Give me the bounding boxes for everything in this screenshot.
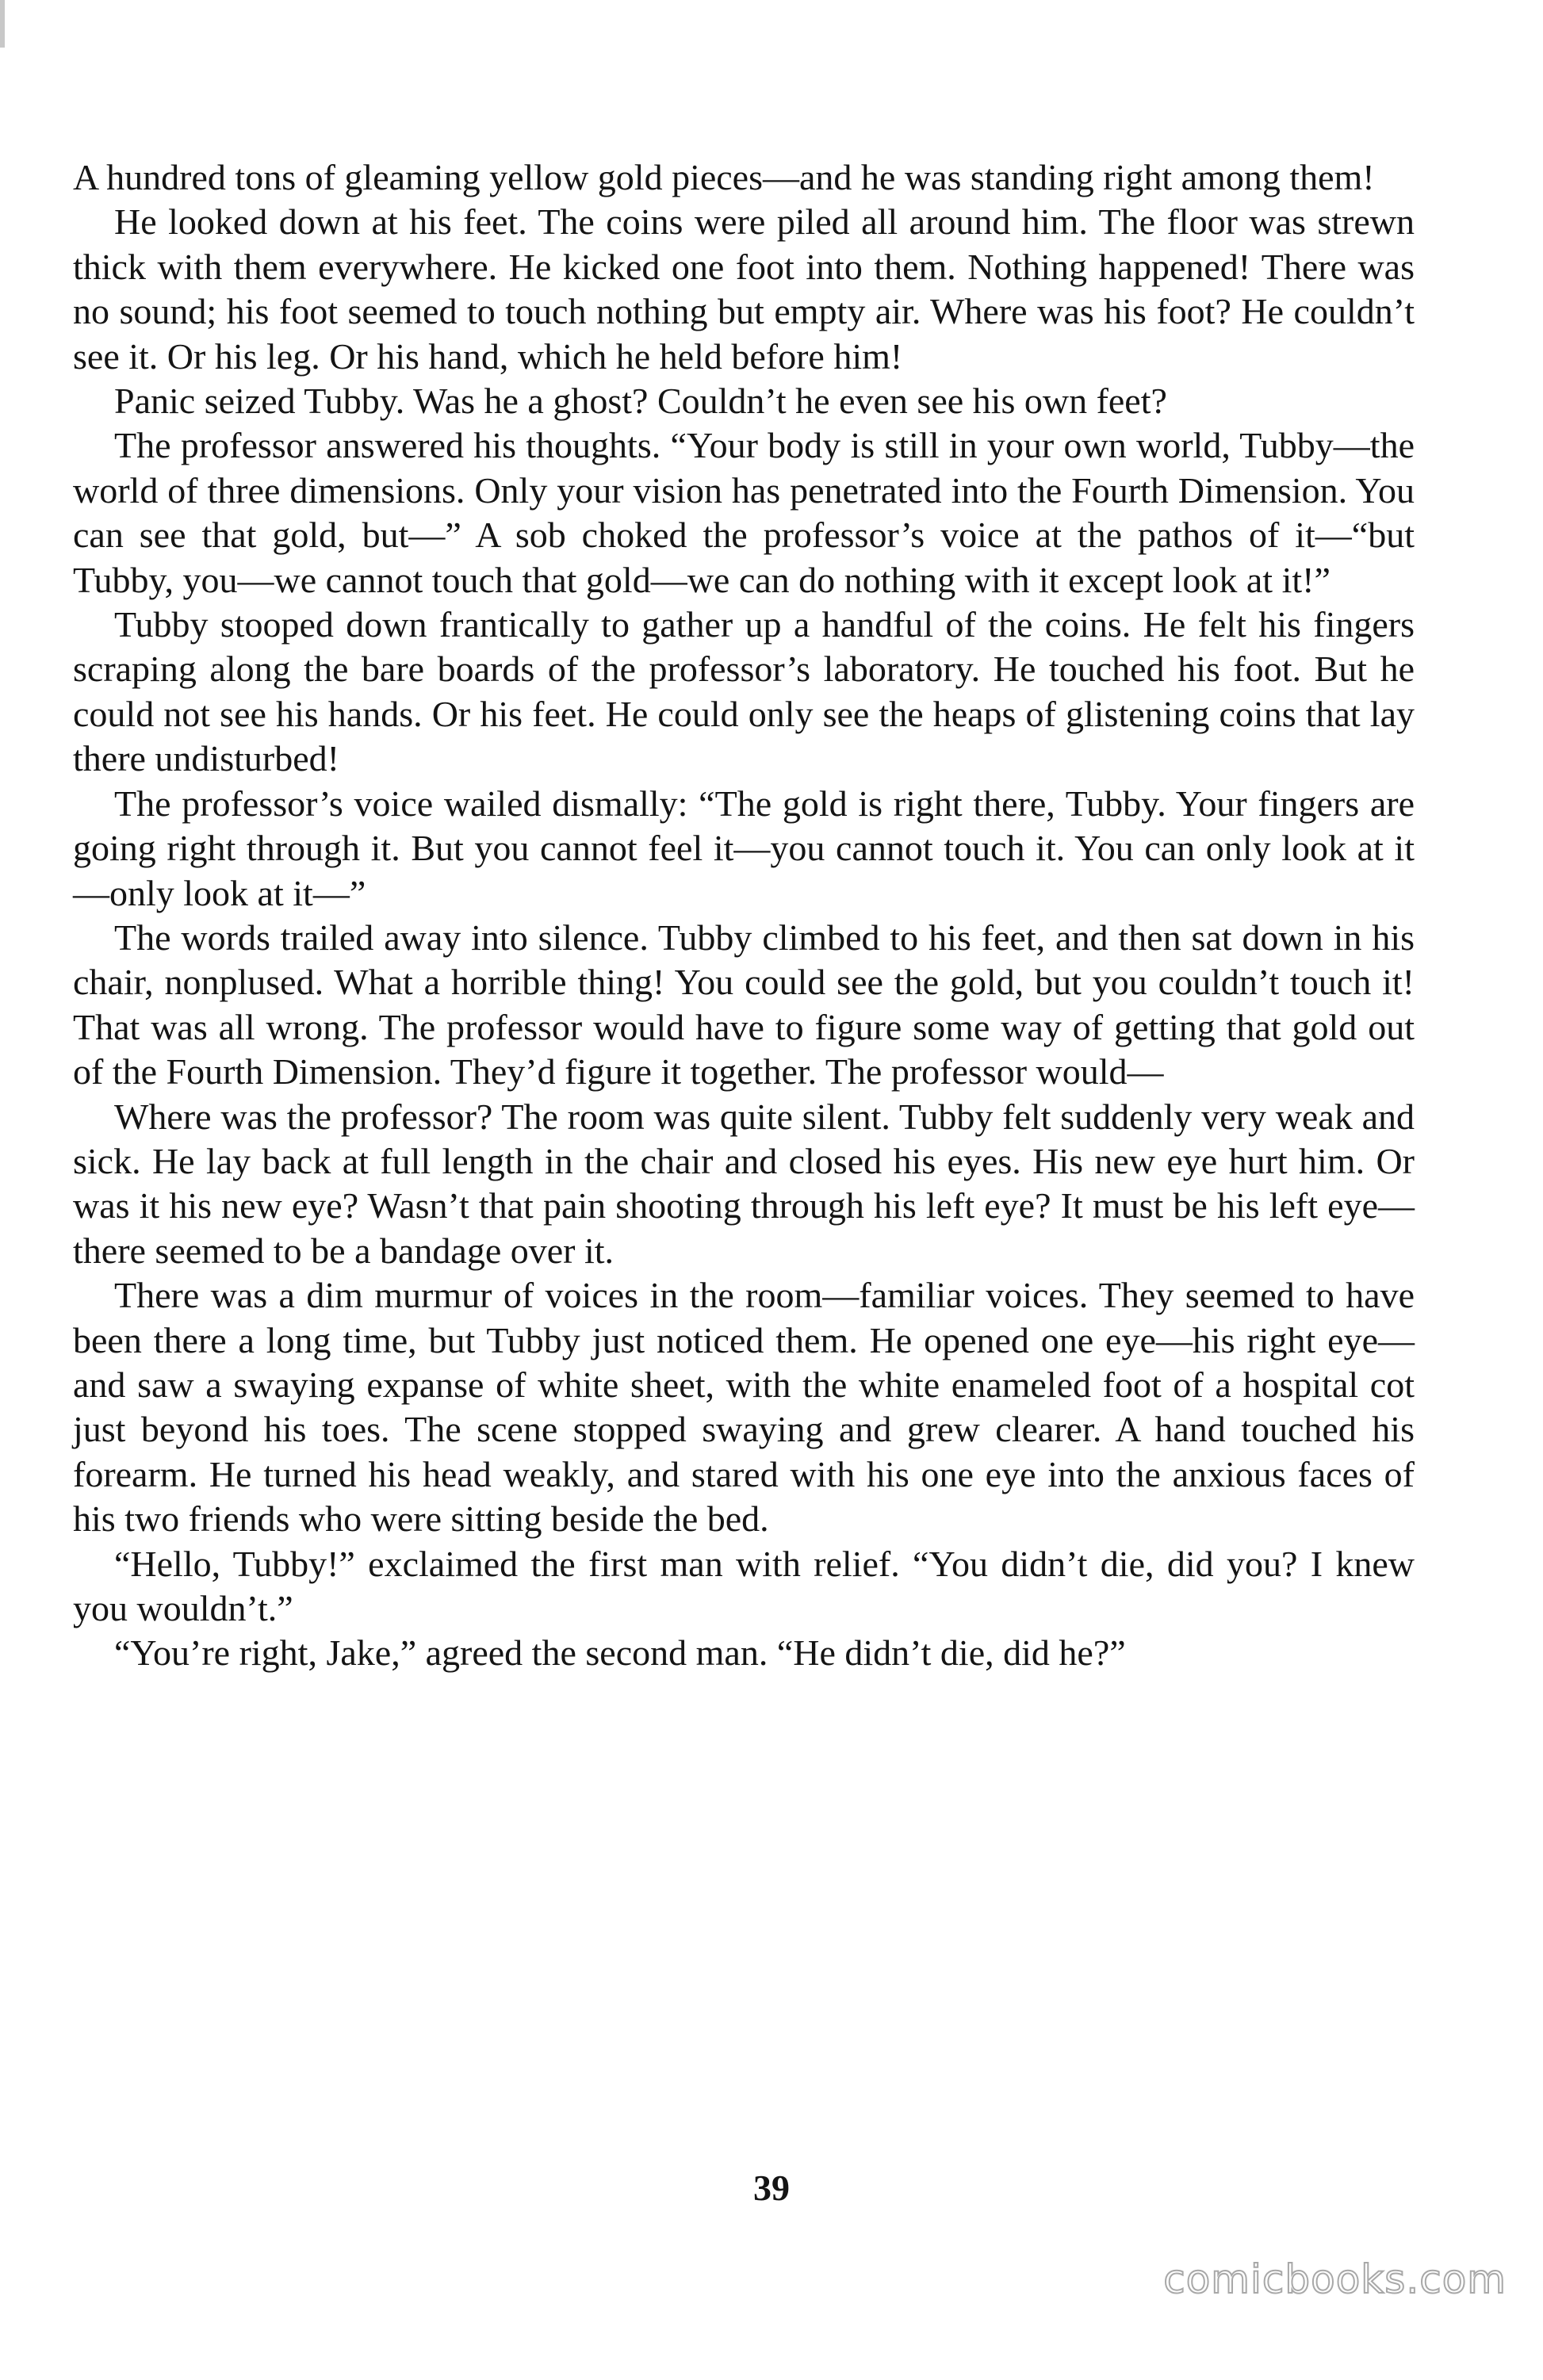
paragraph: Where was the professor? The room was quite silent. Tubby felt suddenly very weak and sick. He lay back at full length in the chair and closed his eyes. His new eye hurt him. Or was it his new eye? Wasn’t that pain shooting through his left eye? It must be his left eye—there seemed to be a bandage over it. [73,1096,1415,1271]
page-edge-mark [0,0,5,48]
page-number: 39 [753,2168,790,2208]
paragraph: He looked down at his feet. The coins were piled all around him. The floor was strewn thick with them everywhere. He kicked one foot into them. Nothing happened! There was no sound; his foot seemed to touch nothing but empty air. Where was his foot? He couldn’t see it. Or his leg. Or his hand, which he held before him! [73,201,1415,377]
watermark: comicbooks.com [1163,2256,1507,2302]
paragraph: The professor’s voice wailed dismally: “The gold is right there, Tubby. Your fingers are going right through it. But you cannot feel it—you cannot touch it. You can only look at it—only look at it—” [73,782,1415,913]
paragraph: The words trailed away into silence. Tubby climbed to his feet, and then sat down in his chair, nonplused. What a horrible thing! You could see the gold, but you couldn’t touch it! That was all wrong. The professor would have to figure some way of getting that gold out of the Fourth Dimension. They’d figure it together. The professor would— [73,916,1415,1092]
paragraph: The professor answered his thoughts. “Your body is still in your own world, Tubby—the world of three dimensions. Only your vision has penetrated into the Fourth Dimension. You can see that gold, but—” A sob choked the professor’s voice at the pathos of it—“but Tubby, you—we cannot touch that gold—we can do nothing with it except look at it!” [73,425,1415,600]
paragraph: Tubby stooped down frantically to gather up a handful of the coins. He felt his fingers scraping along the bare boards of the professor’s laboratory. He touched his foot. But he could not see his hands. Or his feet. He could only see the heaps of glistening coins that lay there undisturbed! [73,604,1415,779]
body-text [73,155,1415,1676]
paragraph: Panic seized Tubby. Was he a ghost? Couldn’t he even see his own feet? [114,381,1167,422]
paragraph: “Hello, Tubby!” exclaimed the first man with relief. “You didn’t die, did you? I knew you wouldn’t.” [73,1543,1415,1628]
paragraph: “You’re right, Jake,” agreed the second man. “He didn’t die, did he?” [114,1632,1126,1674]
paragraph: There was a dim murmur of voices in the room—familiar voices. They seemed to have been there a long time, but Tubby just noticed them. He opened one eye—his right eye—and saw a swaying expanse of white sheet, with the white enameled foot of a hospital cot just beyond his toes. The scene stopped swaying and grew clearer. A hand touched his forearm. He turned his head weakly, and stared with his one eye into the anxious faces of his two friends who were sitting beside the bed. [73,1275,1415,1540]
paragraph: A hundred tons of gleaming yellow gold pieces—and he was standing right among them! [73,157,1375,197]
